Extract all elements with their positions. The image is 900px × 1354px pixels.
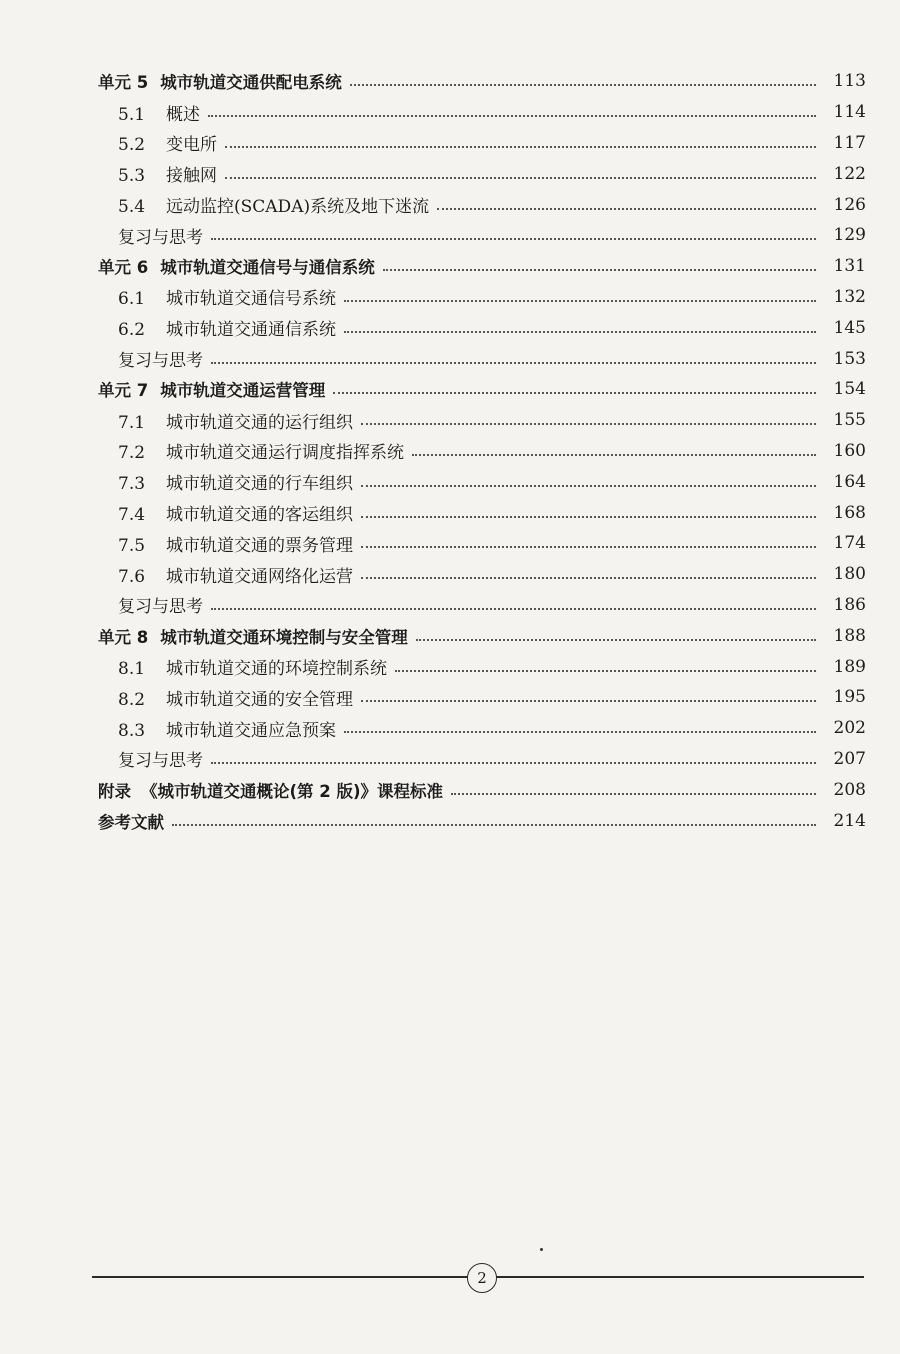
toc-entry-page: 188 bbox=[833, 625, 866, 646]
toc-entry-title: 复习与思考 bbox=[118, 227, 203, 248]
toc-entry-title: 城市轨道交通的运行组织 bbox=[166, 412, 353, 433]
toc-entry-label bbox=[98, 69, 348, 93]
toc-entry-page: 154 bbox=[833, 379, 866, 400]
toc-entry-section[interactable] bbox=[98, 713, 866, 744]
toc-entry-label bbox=[98, 809, 170, 833]
toc-entry-title: 复习与思考 bbox=[118, 351, 203, 372]
toc-dot-leader bbox=[225, 146, 816, 148]
toc-entry-number: 单元 5 bbox=[98, 73, 149, 93]
toc-entry-page: 207 bbox=[833, 748, 866, 769]
toc-entry-page: 153 bbox=[833, 348, 866, 369]
toc-entry-page: 195 bbox=[833, 687, 866, 708]
toc-entry-title: 城市轨道交通的安全管理 bbox=[166, 689, 353, 710]
toc-entry-number: 8.2 bbox=[118, 689, 146, 710]
toc-dot-leader bbox=[225, 177, 816, 179]
toc-entry-page: 117 bbox=[833, 132, 866, 153]
toc-entry-review[interactable] bbox=[98, 590, 866, 621]
toc-entry-section[interactable] bbox=[98, 436, 866, 467]
toc-entry-title: 城市轨道交通信号系统 bbox=[166, 289, 336, 310]
toc-entry-number: 7.5 bbox=[118, 535, 146, 556]
toc-dot-leader bbox=[437, 208, 816, 210]
toc-dot-leader bbox=[211, 608, 816, 610]
toc-entry-page: 174 bbox=[833, 533, 866, 554]
toc-entry-title: 城市轨道交通应急预案 bbox=[166, 720, 336, 741]
toc-dot-leader bbox=[211, 238, 816, 240]
toc-dot-leader bbox=[361, 700, 816, 702]
toc-entry-title: 城市轨道交通供配电系统 bbox=[160, 73, 342, 93]
page-number-badge: 2 bbox=[467, 1263, 497, 1293]
toc-entry-title: 接触网 bbox=[166, 166, 217, 187]
toc-entry-label bbox=[98, 562, 359, 587]
toc-entry-number: 7.4 bbox=[118, 505, 146, 526]
toc-entry-number: 8.1 bbox=[118, 659, 146, 680]
toc-entry-unit[interactable] bbox=[98, 66, 866, 97]
toc-entry-title: 概述 bbox=[166, 104, 200, 125]
toc-dot-leader bbox=[344, 331, 816, 333]
toc-entry-label bbox=[98, 746, 209, 771]
toc-entry-label bbox=[98, 192, 435, 217]
toc-dot-leader bbox=[350, 84, 816, 86]
toc-entry-label bbox=[98, 130, 223, 155]
toc-dot-leader bbox=[333, 392, 816, 394]
toc-dot-leader bbox=[361, 423, 816, 425]
toc-dot-leader bbox=[211, 762, 816, 764]
toc-entry-label bbox=[98, 654, 393, 679]
toc-entry-number: 6.2 bbox=[118, 320, 146, 341]
toc-entry-number: 7.3 bbox=[118, 474, 146, 495]
toc-entry-label bbox=[98, 346, 209, 371]
toc-entry-unit[interactable] bbox=[98, 251, 866, 282]
toc-entry-label bbox=[98, 100, 206, 125]
toc-dot-leader bbox=[383, 269, 816, 271]
toc-entry-section[interactable] bbox=[98, 528, 866, 559]
toc-entry-section[interactable] bbox=[98, 189, 866, 220]
toc-entry-label bbox=[98, 469, 359, 494]
toc-entry-label bbox=[98, 161, 223, 186]
toc-dot-leader bbox=[211, 362, 816, 364]
toc-entry-page: 164 bbox=[833, 471, 866, 492]
toc-entry-title: 城市轨道交通的环境控制系统 bbox=[166, 659, 387, 680]
toc-entry-page: 186 bbox=[833, 594, 866, 615]
toc-entry-unit[interactable] bbox=[98, 620, 866, 651]
toc-entry-number: 单元 7 bbox=[98, 381, 149, 401]
toc-entry-title: 城市轨道交通信号与通信系统 bbox=[160, 258, 375, 278]
toc-entry-section[interactable] bbox=[98, 312, 866, 343]
toc-entry-number: 7.6 bbox=[118, 566, 146, 587]
toc-entry-label bbox=[98, 254, 381, 278]
toc-entry-label bbox=[98, 716, 342, 741]
toc-entry-number: 5.2 bbox=[118, 135, 146, 156]
toc-dot-leader bbox=[208, 115, 816, 117]
table-of-contents bbox=[98, 66, 866, 836]
toc-entry-page: 202 bbox=[833, 718, 866, 739]
toc-entry-section[interactable] bbox=[98, 97, 866, 128]
toc-entry-section[interactable] bbox=[98, 651, 866, 682]
toc-entry-page: 129 bbox=[833, 225, 866, 246]
toc-entry-page: 114 bbox=[833, 102, 866, 123]
toc-dot-leader bbox=[361, 485, 816, 487]
toc-entry-title: 城市轨道交通的客运组织 bbox=[166, 505, 353, 526]
toc-dot-leader bbox=[172, 824, 816, 826]
toc-dot-leader bbox=[361, 516, 816, 518]
toc-entry-page: 208 bbox=[833, 779, 866, 800]
toc-entry-number: 8.3 bbox=[118, 720, 146, 741]
toc-entry-section[interactable] bbox=[98, 466, 866, 497]
toc-dot-leader bbox=[344, 300, 816, 302]
toc-entry-label bbox=[98, 500, 359, 525]
toc-entry-page: 189 bbox=[833, 656, 866, 677]
toc-entry-title: 复习与思考 bbox=[118, 751, 203, 772]
toc-entry-page: 113 bbox=[833, 71, 866, 92]
toc-entry-label bbox=[98, 377, 331, 401]
toc-entry-page: 131 bbox=[833, 256, 866, 277]
toc-entry-section[interactable] bbox=[98, 405, 866, 436]
toc-entry-title: 《城市轨道交通概论(第 2 版)》课程标准 bbox=[141, 781, 444, 801]
toc-dot-leader bbox=[416, 639, 816, 641]
toc-entry-section[interactable] bbox=[98, 128, 866, 159]
toc-entry-title: 城市轨道交通的行车组织 bbox=[166, 474, 353, 495]
toc-entry-page: 122 bbox=[833, 163, 866, 184]
toc-dot-leader bbox=[451, 793, 816, 795]
toc-entry-unit[interactable] bbox=[98, 374, 866, 405]
toc-entry-label bbox=[98, 624, 414, 648]
toc-entry-title: 城市轨道交通的票务管理 bbox=[166, 535, 353, 556]
toc-entry-number: 单元 8 bbox=[98, 627, 149, 647]
toc-entry-number: 7.1 bbox=[118, 412, 146, 433]
toc-entry-title: 参考文献 bbox=[98, 812, 164, 832]
toc-entry-label bbox=[98, 315, 342, 340]
toc-entry-label bbox=[98, 284, 342, 309]
toc-entry-review[interactable] bbox=[98, 343, 866, 374]
toc-dot-leader bbox=[395, 670, 816, 672]
toc-entry-page: 160 bbox=[833, 440, 866, 461]
toc-entry-page: 180 bbox=[833, 564, 866, 585]
toc-entry-review[interactable] bbox=[98, 220, 866, 251]
toc-entry-title: 变电所 bbox=[166, 135, 217, 156]
toc-entry-page: 155 bbox=[833, 410, 866, 431]
toc-entry-page: 132 bbox=[833, 286, 866, 307]
toc-entry-label bbox=[98, 408, 359, 433]
toc-dot-leader bbox=[361, 577, 816, 579]
toc-entry-title: 城市轨道交通环境控制与安全管理 bbox=[160, 627, 408, 647]
toc-entry-title: 城市轨道交通运营管理 bbox=[160, 381, 326, 401]
toc-entry-number: 7.2 bbox=[118, 443, 146, 464]
toc-entry-page: 126 bbox=[833, 194, 866, 215]
toc-entry-section[interactable] bbox=[98, 559, 866, 590]
toc-entry-number: 单元 6 bbox=[98, 258, 149, 278]
toc-entry-section[interactable] bbox=[98, 282, 866, 313]
toc-entry-title: 城市轨道交通运行调度指挥系统 bbox=[166, 443, 404, 464]
toc-entry-label bbox=[98, 778, 449, 802]
toc-dot-leader bbox=[361, 546, 816, 548]
toc-entry-label bbox=[98, 223, 209, 248]
toc-entry-label bbox=[98, 685, 359, 710]
toc-entry-title: 远动监控(SCADA)系统及地下迷流 bbox=[166, 197, 430, 218]
toc-entry-page: 145 bbox=[833, 317, 866, 338]
toc-entry-page: 168 bbox=[833, 502, 866, 523]
toc-entry-title: 城市轨道交通网络化运营 bbox=[166, 566, 353, 587]
toc-entry-appendix[interactable] bbox=[98, 805, 866, 836]
toc-entry-title: 复习与思考 bbox=[118, 597, 203, 618]
toc-entry-number: 5.4 bbox=[118, 197, 146, 218]
toc-entry-label bbox=[98, 592, 209, 617]
toc-entry-section[interactable] bbox=[98, 497, 866, 528]
toc-entry-section[interactable] bbox=[98, 158, 866, 189]
toc-entry-number: 6.1 bbox=[118, 289, 146, 310]
stray-dot-mark bbox=[540, 1248, 543, 1251]
toc-entry-number: 5.3 bbox=[118, 166, 146, 187]
toc-entry-section[interactable] bbox=[98, 682, 866, 713]
toc-dot-leader bbox=[344, 731, 816, 733]
toc-entry-appendix[interactable] bbox=[98, 774, 866, 805]
toc-entry-review[interactable] bbox=[98, 744, 866, 775]
toc-entry-number: 附录 bbox=[98, 781, 131, 801]
toc-entry-page: 214 bbox=[833, 810, 866, 831]
toc-entry-label bbox=[98, 531, 359, 556]
toc-entry-label bbox=[98, 438, 410, 463]
toc-dot-leader bbox=[412, 454, 816, 456]
toc-entry-title: 城市轨道交通通信系统 bbox=[166, 320, 336, 341]
toc-entry-number: 5.1 bbox=[118, 104, 146, 125]
